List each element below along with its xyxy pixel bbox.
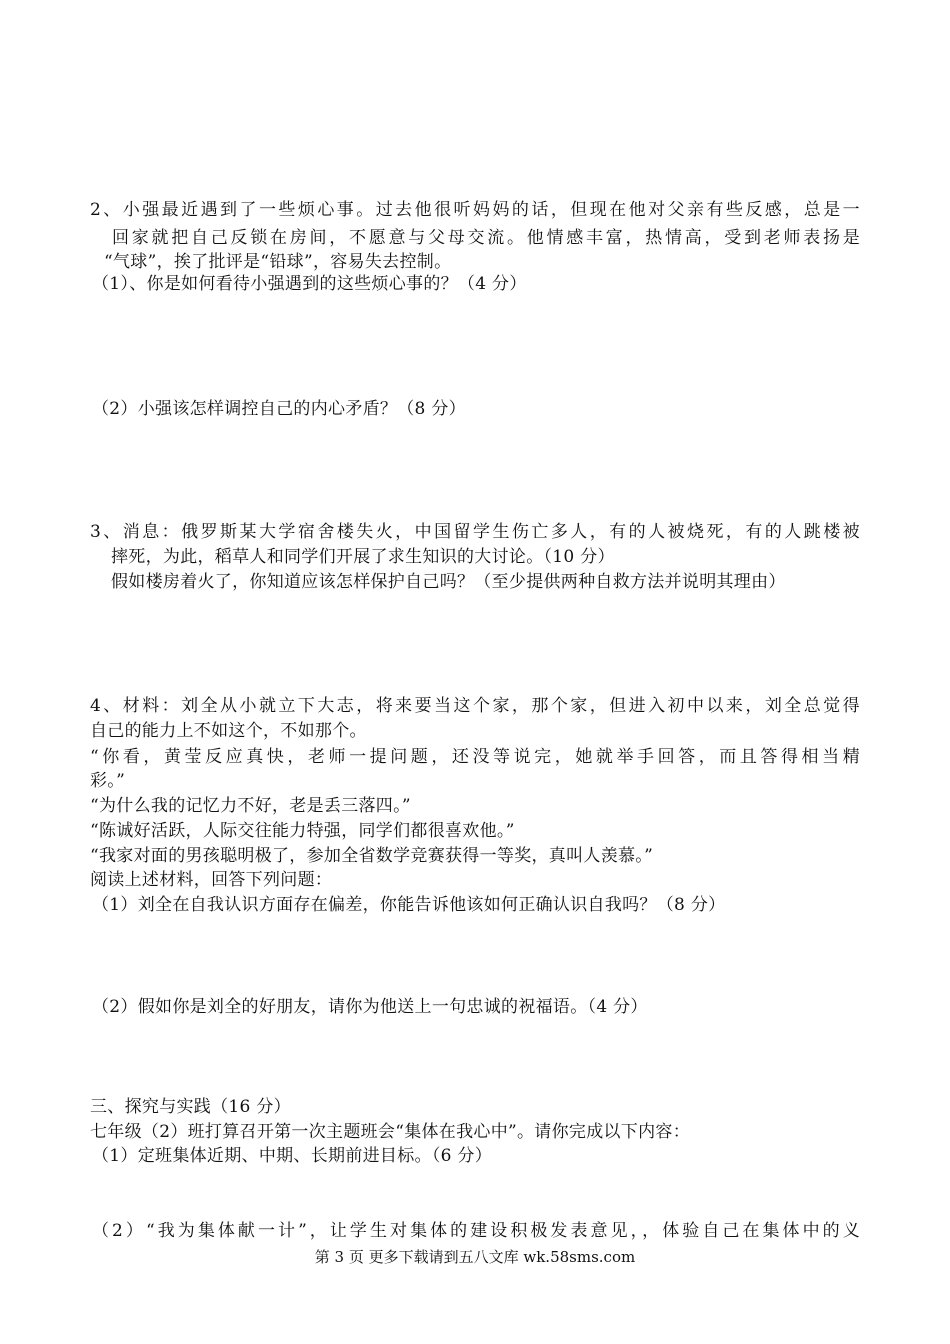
q2-sub-1: （1）、你是如何看待小强遇到的这些烦心事的？（4 分） <box>92 274 527 294</box>
page-footer: 第 3 页 更多下载请到五八文库 wk.58sms.com <box>314 1248 636 1266</box>
q4-sub-2: （2）假如你是刘全的好朋友，请你为他送上一句忠诚的祝福语。（4 分） <box>92 997 648 1017</box>
q2-line-3: “气球”，挨了批评是“铅球”，容易失去控制。 <box>104 252 452 272</box>
q4-line-3: “你看，黄莹反应真快，老师一提问题，还没等说完，她就举手回答，而且答得相当精 <box>90 747 860 767</box>
q4-line-7: “我家对面的男孩聪明极了，参加全省数学竞赛获得一等奖，真叫人羡慕。” <box>90 846 654 866</box>
q4-line-5: “为什么我的记忆力不好，老是丢三落四。” <box>90 796 411 816</box>
section-3-heading: 三、探究与实践（16 分） <box>90 1097 291 1117</box>
q3-line-2: 摔死，为此，稻草人和同学们开展了求生知识的大讨论。（10 分） <box>111 547 615 567</box>
q4-line-4: 彩。” <box>90 771 126 791</box>
q4-sub-1: （1）刘全在自我认识方面存在偏差，你能告诉他该如何正确认识自我吗？（8 分） <box>92 895 726 915</box>
q4-line-2: 自己的能力上不如这个，不如那个。 <box>90 721 367 741</box>
section-3-sub-2: （2）“我为集体献一计”，让学生对集体的建设积极发表意见，，体验自己在集体中的义 <box>92 1221 860 1241</box>
q4-line-8: 阅读上述材料，回答下列问题： <box>90 870 333 890</box>
q4-line-6: “陈诚好活跃，人际交往能力特强，同学们都很喜欢他。” <box>90 821 515 841</box>
q4-line-1: 4、材料：刘全从小就立下大志，将来要当这个家，那个家，但进入初中以来，刘全总觉得 <box>90 696 860 716</box>
q3-line-1: 3、消息：俄罗斯某大学宿舍楼失火，中国留学生伤亡多人，有的人被烧死，有的人跳楼被 <box>90 522 860 542</box>
q2-sub-2: （2）小强该怎样调控自己的内心矛盾？（8 分） <box>92 399 466 419</box>
q2-line-1: 2、小强最近遇到了一些烦心事。过去他很听妈妈的话，但现在他对父亲有些反感，总是一 <box>90 200 860 220</box>
q2-line-2: 回家就把自己反锁在房间，不愿意与父母交流。他情感丰富，热情高，受到老师表扬是 <box>112 228 860 248</box>
q3-line-3: 假如楼房着火了，你知道应该怎样保护自己吗？（至少提供两种自救方法并说明其理由） <box>111 572 786 592</box>
section-3-intro: 七年级（2）班打算召开第一次主题班会“集体在我心中”。请你完成以下内容： <box>90 1122 690 1142</box>
section-3-sub-1: （1）定班集体近期、中期、长期前进目标。（6 分） <box>92 1146 493 1166</box>
